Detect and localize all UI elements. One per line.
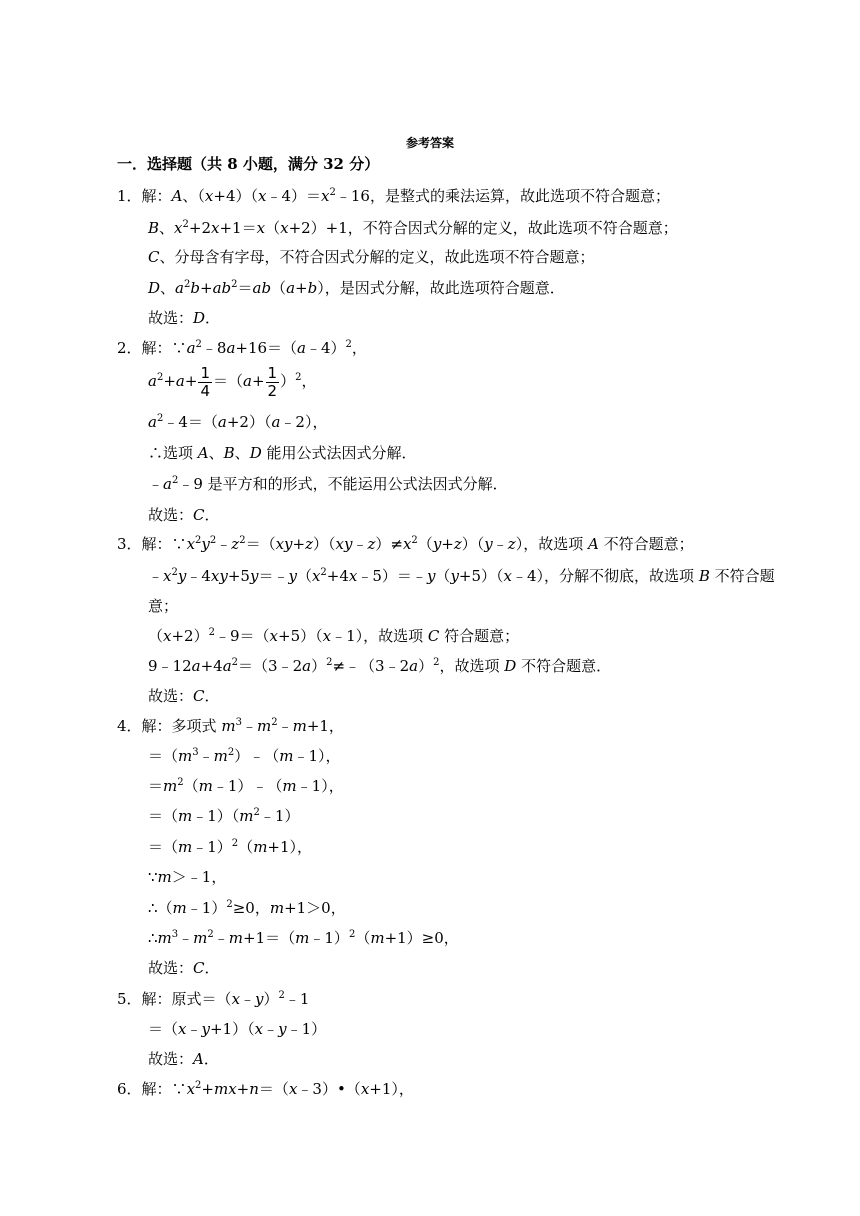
q5-line-3: 故选：A．: [148, 1050, 219, 1068]
q4-line-2: $=(m^3﹣m^2)﹣(m﹣1)$，: [148, 747, 341, 765]
q1-line-2: B、$x^2+2x+1=x(x+2)+1$，不符合因式分解的定义，故此选项不符合题意；: [148, 219, 678, 237]
fraction-one-half: $\frac{1}{2}$: [267, 363, 278, 400]
q4-line-7: ∴（m﹣1）$^2$≥0，m+1＞0，: [148, 899, 346, 917]
q2-line-2: $a^2+a+$ $\frac{1}{4}$ ＝（a+ $\frac{1}{2}$ ）$^2$，: [148, 363, 317, 400]
q2-line-6: 故选：C．: [148, 506, 220, 524]
q4-line-3: $=m^2(m﹣1)﹣(m﹣1)$，: [148, 777, 344, 795]
q3-line-2: $﹣x^2y﹣4xy+5y=﹣y(x^2+4x﹣5)=﹣y(y+5)(x﹣4)$，分解不彻底，故选项 B 不符合题: [148, 567, 775, 585]
q1-line-3: C、分母含有字母，不符合因式分解的定义，故此选项不符合题意；: [148, 248, 595, 266]
q4-line-5: ＝（m﹣1）$^2$（m+1），: [148, 838, 313, 856]
q6-number: 6．: [117, 1080, 142, 1098]
q4-line-9: 故选：C．: [148, 959, 220, 977]
q4-number: 4．: [117, 717, 142, 735]
fraction-one-quarter: $\frac{1}{4}$: [200, 363, 210, 400]
q4-line-4: $=(m﹣1)(m^2﹣1)$: [148, 807, 300, 825]
q5-number: 5．: [117, 990, 142, 1008]
q2-line-4: ∴选项 A、B、D 能用公式法因式分解．: [148, 444, 417, 462]
q3-line-1: 3．解：$\because x^2y^2﹣z^2=(xy+z)(xy﹣z)\ne x^2(y+z)(y﹣z)$，故选项 A 不符合题意；: [117, 535, 694, 553]
q1-line-1: 1．解：A、$(x+4)(x﹣4)=x^2﹣16$，是整式的乘法运算，故此选项不符合题意；: [117, 187, 670, 205]
q3-line-5: $9﹣12a+4a^2=(3﹣2a)^2\ne﹣(3﹣2a)^2$，故选项 D 不符合题意．: [148, 657, 612, 675]
q4-line-1: 4．解：多项式 $m^3﹣m^2﹣m+1$，: [117, 717, 344, 735]
q1-number: 1．: [117, 187, 142, 205]
q3-line-6: 故选：C．: [148, 687, 220, 705]
q2-line-1: 2．解：$\because a^2﹣8a+16=(a﹣4)^2$，: [117, 339, 367, 357]
q1-line-5: 故选：D．: [148, 309, 221, 327]
q2-line-3: $a^2﹣4=(a+2)(a﹣2)$，: [148, 413, 328, 431]
q2-line-5: $﹣a^2﹣9$ 是平方和的形式，不能运用公式法因式分解．: [148, 475, 508, 493]
q5-line-1: 5．解：原式＝（x﹣y）$^2$﹣1: [117, 990, 310, 1008]
q4-line-8: $\therefore m^3﹣m^2﹣m+1=(m﹣1)^2(m+1)\ge 0$，: [148, 929, 459, 947]
q6-line-1: 6．解：$\because x^2+mx+n=(x﹣3)•(x+1)$，: [117, 1080, 414, 1098]
q4-line-6: ∵m＞﹣1，: [148, 868, 227, 886]
q5-line-2: ＝（x﹣y+1）（x﹣y﹣1）: [148, 1020, 327, 1038]
q1-line-4: D、$a^2b+ab^2=ab(a+b)$，是因式分解，故此选项符合题意．: [148, 279, 565, 297]
q3-line-4: $(x+2)^2﹣9=(x+5)(x﹣1)$，故选项 C 符合题意；: [148, 627, 520, 645]
page-title: 参考答案: [405, 136, 454, 150]
q3-line-3: 意；: [148, 597, 179, 615]
q2-number: 2．: [117, 339, 142, 357]
q3-number: 3．: [117, 535, 142, 553]
section-heading: 一．选择题（共 8 小题，满分 32 分）: [117, 155, 380, 173]
